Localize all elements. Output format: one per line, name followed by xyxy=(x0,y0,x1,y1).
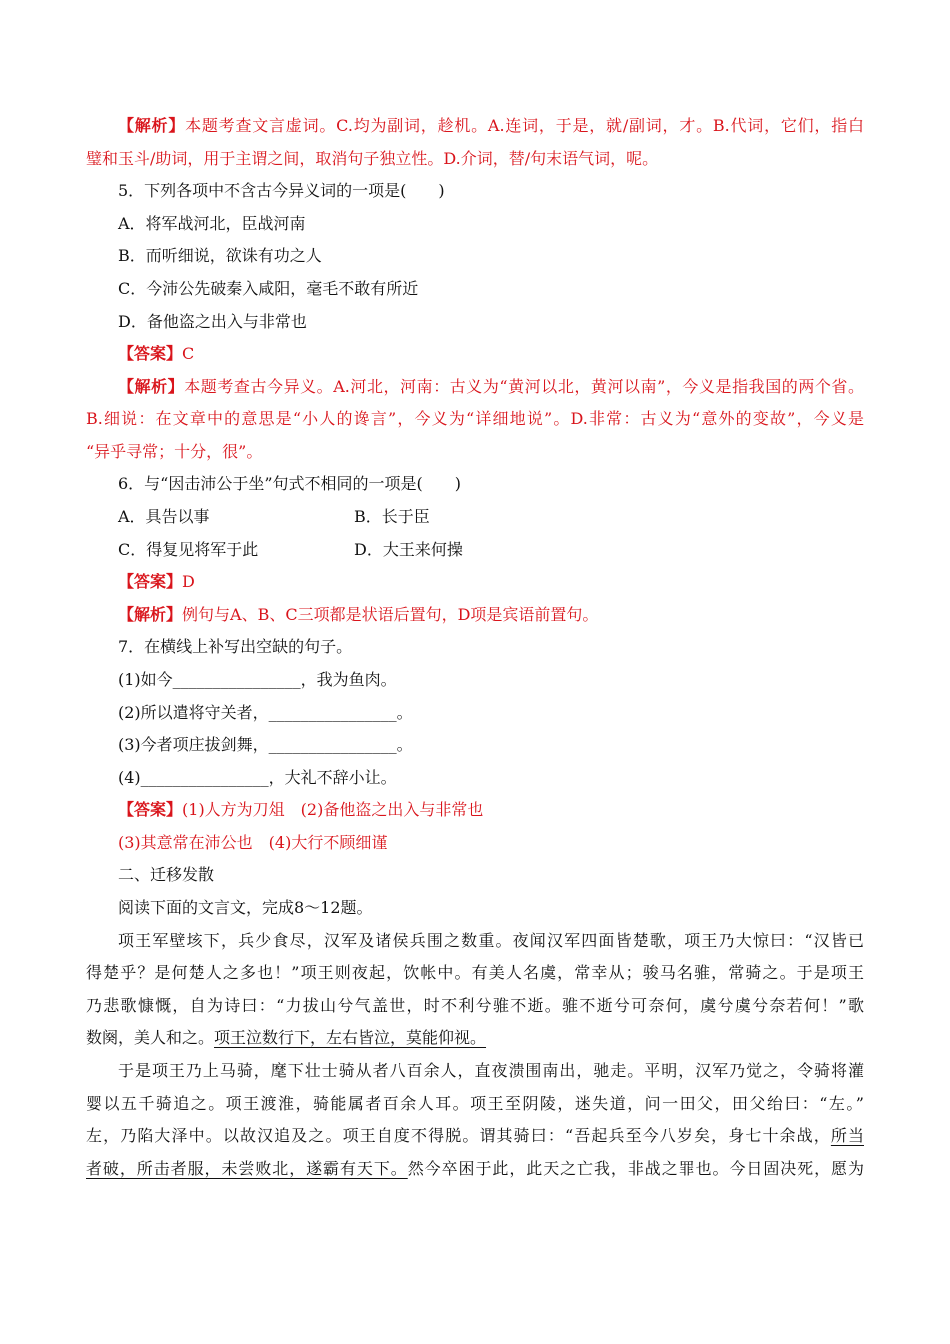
question-6-options-row-2 xyxy=(118,539,864,561)
question-6-options-row-1 xyxy=(118,506,864,528)
reading-instruction: 阅读下面的文言文，完成8～12题。 xyxy=(118,898,373,917)
analysis-tag: 【解析】 xyxy=(118,605,183,624)
question-5-option-d: D．备他盗之出入与非常也 xyxy=(118,312,307,331)
question-6-analysis xyxy=(118,604,864,626)
q5-analysis-line-3: “异乎寻常；十分，很”。 xyxy=(86,442,263,461)
q4-analysis-line-2: 璧和玉斗/助词，用于主谓之间，取消句子独立性。D.介词，替/句末语气词，呢。 xyxy=(86,149,659,168)
passage-p1-line-2: 得楚乎？是何楚人之多也！”项王则夜起，饮帐中。有美人名虞，常幸从；骏马名骓，常骑之。于是项王 xyxy=(86,963,864,982)
answer-tag: 【答案】 xyxy=(118,344,183,363)
question-7-item-3: (3)今者项庄拔剑舞，________________。 xyxy=(118,735,413,754)
passage-p1-line-4 xyxy=(86,1027,864,1049)
answer-text: (1)人方为刀俎 (2)备他盗之出入与非常也 xyxy=(182,800,484,819)
q5-analysis-line-1 xyxy=(118,376,864,398)
question-7-item-4: (4)________________，大礼不辞小让。 xyxy=(118,768,397,787)
answer-tag: 【答案】 xyxy=(118,572,183,591)
question-7-item-2: (2)所以遣将守关者，________________。 xyxy=(118,703,413,722)
question-6-option-a: A．具告以事 xyxy=(118,507,210,526)
underlined-sentence: 者破，所击者服，未尝败北，遂霸有天下。 xyxy=(86,1159,408,1178)
question-5-stem: 5．下列各项中不含古今异义词的一项是( ) xyxy=(118,181,445,200)
passage-p2-line-3 xyxy=(86,1125,864,1147)
question-5-option-c: C．今沛公先破秦入咸阳，毫毛不敢有所近 xyxy=(118,279,419,298)
question-6-answer xyxy=(118,571,864,593)
passage-text: 数阕，美人和之。 xyxy=(86,1028,215,1047)
passage-text: 左，乃陷大泽中。以故汉追及之。项王自度不得脱。谓其骑曰：“吾起兵至今八岁矣，身七十余战， xyxy=(86,1126,831,1145)
passage-p2-line-4 xyxy=(86,1158,864,1180)
question-5-answer xyxy=(118,343,864,365)
underlined-sentence: 所当 xyxy=(830,1126,864,1145)
underlined-sentence: 项王泣数行下，左右皆泣，莫能仰视。 xyxy=(214,1028,487,1047)
analysis-tag: 【解析】 xyxy=(118,377,185,396)
question-6-option-c: C．得复见将军于此 xyxy=(118,540,259,559)
analysis-text: 例句与A、B、C三项都是状语后置句，D项是宾语前置句。 xyxy=(182,605,599,624)
passage-p2-line-2: 婴以五千骑追之。项王渡淮，骑能属者百余人耳。项王至阴陵，迷失道，问一田父，田父绐曰：“左。” xyxy=(86,1094,864,1113)
answer-text: C xyxy=(182,344,195,363)
section-heading: 二、迁移发散 xyxy=(118,865,215,884)
question-6-option-d: D．大王来何操 xyxy=(354,540,463,559)
passage-p2-line-1: 于是项王乃上马骑，麾下壮士骑从者八百余人，直夜溃围南出，驰走。平明，汉军乃觉之，令骑将灌 xyxy=(118,1061,864,1080)
question-7-answer-line-1 xyxy=(118,799,864,821)
analysis-text: 本题考查文言虚词。C.均为副词，趁机。A.连词，于是，就/副词，才。B.代词，它们，指白 xyxy=(185,116,864,135)
question-7-answer-line-2: (3)其意常在沛公也 (4)大行不顾细谨 xyxy=(118,833,388,852)
question-5-option-a: A．将军战河北，臣战河南 xyxy=(118,214,306,233)
analysis-text: 本题考查古今异义。A.河北，河南：古义为“黄河以北，黄河以南”，今义是指我国的两个省。 xyxy=(184,377,864,396)
answer-tag: 【答案】 xyxy=(118,800,183,819)
question-6-option-b: B．长于臣 xyxy=(354,507,430,526)
question-6-stem: 6．与“因击沛公于坐”句式不相同的一项是( ) xyxy=(118,474,462,493)
passage-p1-line-1: 项王军壁垓下，兵少食尽，汉军及诸侯兵围之数重。夜闻汉军四面皆楚歌，项王乃大惊曰：“汉皆已 xyxy=(118,931,864,950)
question-5-option-b: B．而听细说，欲诛有功之人 xyxy=(118,246,322,265)
passage-text: 然今卒困于此，此天之亡我，非战之罪也。今日固决死，愿为 xyxy=(407,1159,864,1178)
question-7-item-1: (1)如今________________，我为鱼肉。 xyxy=(118,670,397,689)
q4-analysis-line-1 xyxy=(118,115,864,137)
q5-analysis-line-2: B.细说：在文章中的意思是“小人的谗言”，今义为“详细地说”。D.非常：古义为“意外的变故”，今义是 xyxy=(86,409,864,428)
analysis-tag: 【解析】 xyxy=(118,116,186,135)
passage-p1-line-3: 乃悲歌慷慨，自为诗曰：“力拔山兮气盖世，时不利兮骓不逝。骓不逝兮可奈何，虞兮虞兮奈若何！”歌 xyxy=(86,996,864,1015)
answer-text: D xyxy=(182,572,195,591)
question-7-stem: 7．在横线上补写出空缺的句子。 xyxy=(118,637,353,656)
